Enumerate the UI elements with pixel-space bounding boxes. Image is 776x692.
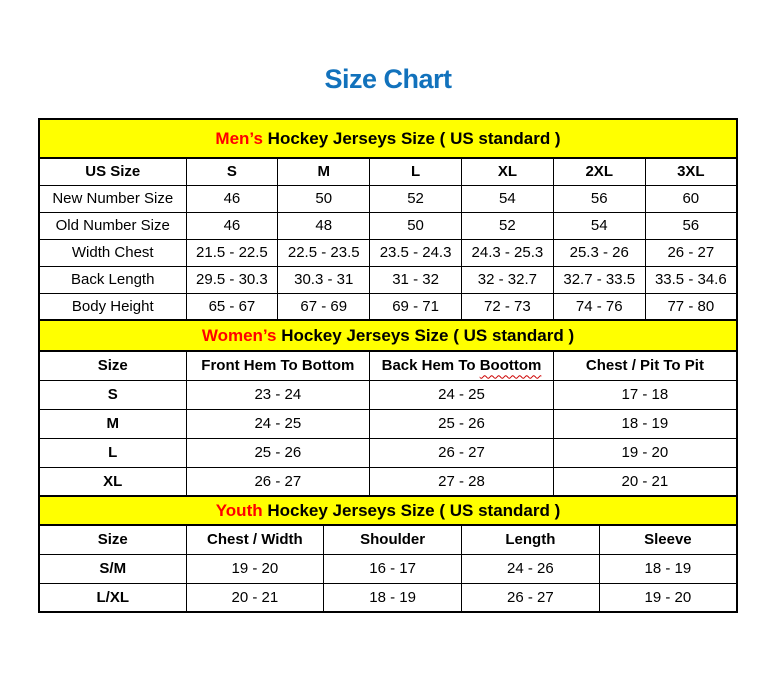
row-label-cell: Width Chest: [39, 239, 186, 266]
table-row: [39, 212, 737, 239]
womens-table-banner: [38, 319, 738, 352]
column-header-cell: XL: [461, 158, 553, 185]
table-row: [39, 380, 737, 409]
row-label-cell: New Number Size: [39, 185, 186, 212]
mens-banner-text: Hockey Jerseys Size ( US standard ): [262, 129, 561, 148]
womens-banner-highlight: Women’s: [201, 326, 277, 345]
youth-banner-highlight: Youth: [215, 501, 263, 520]
table-row: [39, 554, 737, 583]
data-cell: 20 - 21: [186, 583, 324, 612]
table-row: [39, 293, 737, 320]
data-cell: 23 - 24: [186, 380, 370, 409]
table-row: [39, 467, 737, 496]
data-cell: 30.3 - 31: [278, 266, 370, 293]
data-cell: 26 - 27: [462, 583, 600, 612]
youth-size-table: [38, 524, 738, 613]
page-title: Size Chart: [324, 64, 452, 94]
womens-size-table: [38, 350, 738, 497]
data-cell: 69 - 71: [370, 293, 462, 320]
column-header-cell: [370, 351, 554, 380]
data-cell: 24 - 26: [462, 554, 600, 583]
data-cell: 48: [278, 212, 370, 239]
row-label-cell: Old Number Size: [39, 212, 186, 239]
data-cell: 20 - 21: [553, 467, 737, 496]
data-cell: 26 - 27: [645, 239, 737, 266]
data-cell: 50: [278, 185, 370, 212]
column-header-cell: US Size: [39, 158, 186, 185]
data-cell: 31 - 32: [370, 266, 462, 293]
data-cell: 52: [370, 185, 462, 212]
table-row: [39, 266, 737, 293]
data-cell: 33.5 - 34.6: [645, 266, 737, 293]
column-header-cell: M: [278, 158, 370, 185]
column-header-cell: Length: [462, 525, 600, 554]
row-label-cell: S/M: [39, 554, 186, 583]
data-cell: 77 - 80: [645, 293, 737, 320]
row-label-cell: L/XL: [39, 583, 186, 612]
data-cell: 24.3 - 25.3: [461, 239, 553, 266]
row-label-cell: M: [39, 409, 186, 438]
data-cell: 16 - 17: [324, 554, 462, 583]
data-cell: 25 - 26: [370, 409, 554, 438]
data-cell: 25.3 - 26: [553, 239, 645, 266]
row-label-cell: XL: [39, 467, 186, 496]
table-header-row: [39, 351, 737, 380]
column-header-cell: 3XL: [645, 158, 737, 185]
table-header-row: [39, 158, 737, 185]
data-cell: 54: [461, 185, 553, 212]
misspelled-word: Boottom: [479, 357, 542, 375]
youth-table-banner: [38, 495, 738, 526]
row-label-cell: S: [39, 380, 186, 409]
data-cell: 26 - 27: [370, 438, 554, 467]
column-header-cell: S: [186, 158, 278, 185]
data-cell: 19 - 20: [186, 554, 324, 583]
column-header-cell: Chest / Pit To Pit: [553, 351, 737, 380]
table-row: [39, 409, 737, 438]
data-cell: 19 - 20: [553, 438, 737, 467]
mens-table-banner: [38, 118, 738, 159]
row-label-cell: Back Length: [39, 266, 186, 293]
data-cell: 46: [186, 212, 278, 239]
data-cell: 74 - 76: [553, 293, 645, 320]
table-row: [39, 438, 737, 467]
size-chart-container: [38, 118, 738, 613]
data-cell: 65 - 67: [186, 293, 278, 320]
data-cell: 56: [645, 212, 737, 239]
data-cell: 22.5 - 23.5: [278, 239, 370, 266]
data-cell: 29.5 - 30.3: [186, 266, 278, 293]
data-cell: 18 - 19: [324, 583, 462, 612]
data-cell: 24 - 25: [186, 409, 370, 438]
table-row: [39, 185, 737, 212]
column-header-cell: Sleeve: [599, 525, 737, 554]
column-header-cell: Size: [39, 525, 186, 554]
column-header-cell: Chest / Width: [186, 525, 324, 554]
mens-banner-highlight: Men’s: [215, 129, 263, 148]
data-cell: 23.5 - 24.3: [370, 239, 462, 266]
data-cell: 26 - 27: [186, 467, 370, 496]
column-header-cell: Shoulder: [324, 525, 462, 554]
data-cell: 46: [186, 185, 278, 212]
data-cell: 18 - 19: [553, 409, 737, 438]
data-cell: 27 - 28: [370, 467, 554, 496]
data-cell: 72 - 73: [461, 293, 553, 320]
column-header-cell: Size: [39, 351, 186, 380]
womens-banner-text: Hockey Jerseys Size ( US standard ): [276, 326, 575, 345]
data-cell: 50: [370, 212, 462, 239]
data-cell: 32 - 32.7: [461, 266, 553, 293]
table-row: [39, 239, 737, 266]
data-cell: 54: [553, 212, 645, 239]
data-cell: 24 - 25: [370, 380, 554, 409]
youth-banner-text: Hockey Jerseys Size ( US standard ): [262, 501, 561, 520]
mens-size-table: [38, 157, 738, 321]
data-cell: 19 - 20: [599, 583, 737, 612]
data-cell: 67 - 69: [278, 293, 370, 320]
data-cell: 52: [461, 212, 553, 239]
column-header-cell: L: [370, 158, 462, 185]
table-header-row: [39, 525, 737, 554]
data-cell: 18 - 19: [599, 554, 737, 583]
data-cell: 56: [553, 185, 645, 212]
table-row: [39, 583, 737, 612]
data-cell: 60: [645, 185, 737, 212]
column-header-text: Back Hem To: [381, 357, 480, 375]
data-cell: 21.5 - 22.5: [186, 239, 278, 266]
data-cell: 25 - 26: [186, 438, 370, 467]
row-label-cell: Body Height: [39, 293, 186, 320]
data-cell: 17 - 18: [553, 380, 737, 409]
row-label-cell: L: [39, 438, 186, 467]
column-header-cell: 2XL: [553, 158, 645, 185]
column-header-cell: Front Hem To Bottom: [186, 351, 370, 380]
data-cell: 32.7 - 33.5: [553, 266, 645, 293]
